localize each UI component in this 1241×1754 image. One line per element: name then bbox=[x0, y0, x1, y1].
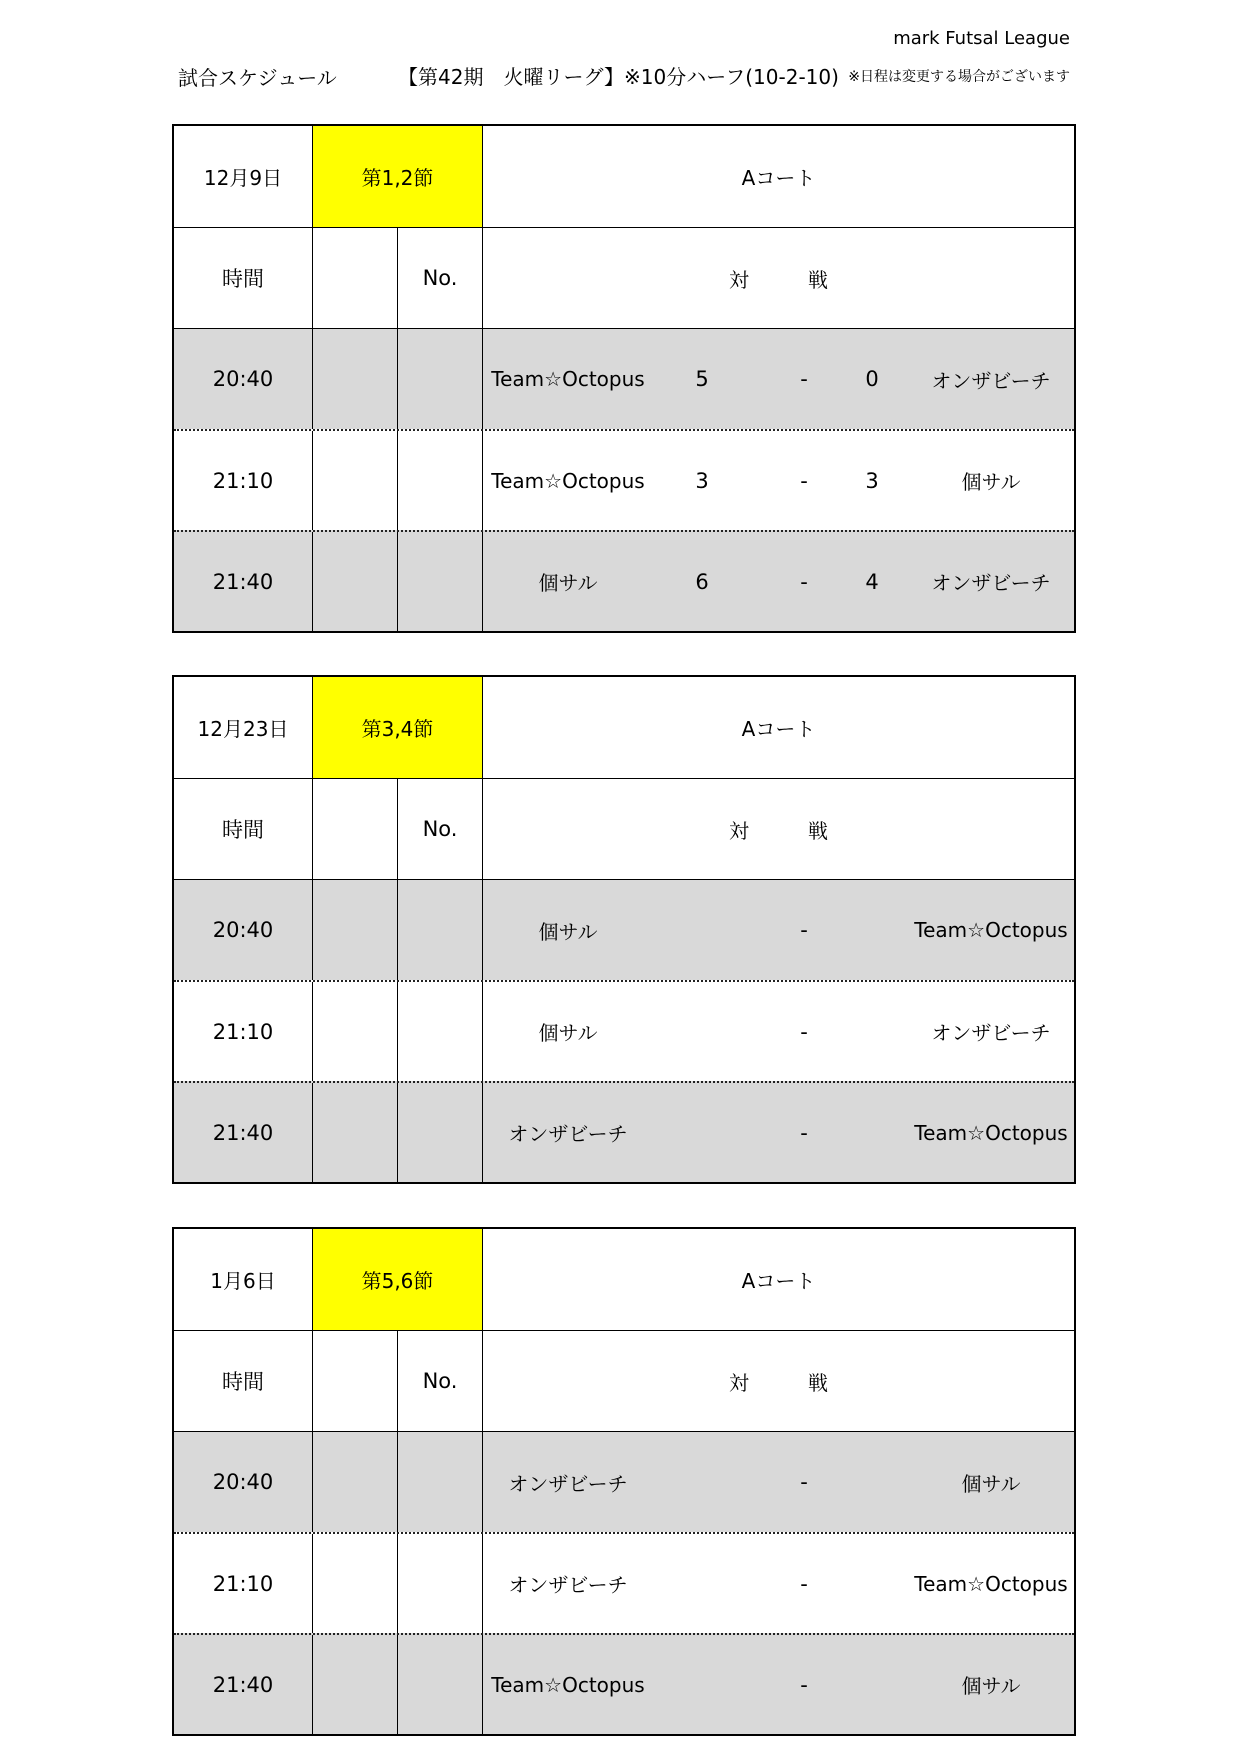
home-team: Team☆Octopus bbox=[491, 468, 645, 493]
blank-cell bbox=[313, 880, 398, 980]
match-time: 20:40 bbox=[174, 329, 313, 429]
match-time: 21:10 bbox=[174, 1534, 313, 1633]
column-header-row bbox=[174, 1330, 1074, 1431]
home-team: Team☆Octopus bbox=[491, 1672, 645, 1697]
match-number bbox=[398, 880, 483, 980]
schedule-notice: ※日程は変更する場合がございます bbox=[848, 69, 1070, 85]
away-team: 個サル bbox=[961, 1471, 1021, 1496]
block-header-row bbox=[174, 1229, 1074, 1330]
home-team: オンザビーチ bbox=[508, 1471, 628, 1496]
home-score bbox=[679, 982, 725, 1081]
home-score bbox=[679, 1635, 725, 1734]
home-score: 6 bbox=[695, 569, 709, 594]
score-dash: - bbox=[800, 1019, 808, 1044]
no-header: No. bbox=[398, 779, 483, 879]
match-date: 1月6日 bbox=[174, 1229, 313, 1330]
away-score bbox=[849, 880, 895, 980]
match-time: 20:40 bbox=[174, 880, 313, 980]
versus-char-1: 対 bbox=[729, 267, 749, 292]
versus-header bbox=[483, 1331, 1074, 1431]
blank-cell bbox=[313, 532, 398, 631]
match-row bbox=[174, 1081, 1074, 1182]
match-row bbox=[174, 1431, 1074, 1532]
match-time: 21:40 bbox=[174, 1635, 313, 1734]
match-row bbox=[174, 1633, 1074, 1734]
time-header: 時間 bbox=[174, 228, 313, 328]
court-label: Aコート bbox=[741, 1269, 816, 1293]
home-team: オンザビーチ bbox=[508, 1573, 628, 1597]
schedule-block bbox=[172, 124, 1076, 633]
match-row bbox=[174, 980, 1074, 1081]
match-number bbox=[398, 532, 483, 631]
match-number bbox=[398, 1083, 483, 1182]
section-label: 第5,6節 bbox=[313, 1229, 483, 1330]
brand-label: mark Futsal League bbox=[893, 28, 1070, 49]
sheet-title: 試合スケジュール bbox=[178, 66, 337, 90]
court-label: Aコート bbox=[741, 717, 816, 741]
away-team: 個サル bbox=[961, 1674, 1021, 1698]
home-team: オンザビーチ bbox=[508, 1122, 628, 1146]
block-header-row bbox=[174, 677, 1074, 778]
away-team: 個サル bbox=[961, 470, 1021, 494]
blank-header bbox=[313, 228, 398, 328]
match-row bbox=[174, 530, 1074, 631]
away-score: 3 bbox=[865, 468, 879, 493]
schedule-block bbox=[172, 675, 1076, 1184]
column-header-row bbox=[174, 778, 1074, 879]
league-title: 【第42期 火曜リーグ】※10分ハーフ(10-2-10) bbox=[398, 65, 839, 89]
match-number bbox=[398, 431, 483, 530]
court-label: Aコート bbox=[741, 166, 816, 190]
home-score bbox=[679, 880, 725, 980]
blank-cell bbox=[313, 1534, 398, 1633]
away-score bbox=[849, 1432, 895, 1532]
score-dash: - bbox=[800, 1120, 808, 1145]
score-dash: - bbox=[800, 468, 808, 493]
section-label: 第3,4節 bbox=[313, 677, 483, 778]
home-team: 個サル bbox=[538, 1021, 598, 1045]
match-time: 20:40 bbox=[174, 1432, 313, 1532]
blank-header bbox=[313, 779, 398, 879]
away-score: 0 bbox=[865, 367, 879, 391]
match-row bbox=[174, 879, 1074, 980]
schedule-block bbox=[172, 1227, 1076, 1736]
versus-char-2: 戦 bbox=[808, 267, 828, 292]
match-number bbox=[398, 1432, 483, 1532]
score-dash: - bbox=[800, 569, 808, 594]
versus-char-1: 対 bbox=[729, 818, 749, 843]
time-header: 時間 bbox=[174, 779, 313, 879]
away-score: 4 bbox=[865, 569, 879, 594]
away-team: Team☆Octopus bbox=[914, 1120, 1068, 1145]
match-number bbox=[398, 1534, 483, 1633]
match-date: 12月23日 bbox=[174, 677, 313, 778]
match-date: 12月9日 bbox=[174, 126, 313, 227]
match-number bbox=[398, 1635, 483, 1734]
match-time: 21:40 bbox=[174, 1083, 313, 1182]
blank-cell bbox=[313, 329, 398, 429]
score-dash: - bbox=[800, 918, 808, 942]
versus-char-2: 戦 bbox=[808, 1370, 828, 1395]
home-team: 個サル bbox=[538, 571, 598, 595]
home-score: 5 bbox=[695, 367, 709, 391]
blank-cell bbox=[313, 431, 398, 530]
match-time: 21:40 bbox=[174, 532, 313, 631]
score-dash: - bbox=[800, 367, 808, 391]
home-team: Team☆Octopus bbox=[491, 367, 645, 391]
score-dash: - bbox=[800, 1470, 808, 1494]
home-score bbox=[679, 1534, 725, 1633]
section-label: 第1,2節 bbox=[313, 126, 483, 227]
away-score bbox=[849, 1534, 895, 1633]
home-score bbox=[679, 1083, 725, 1182]
time-header: 時間 bbox=[174, 1331, 313, 1431]
match-time: 21:10 bbox=[174, 982, 313, 1081]
away-team: オンザビーチ bbox=[931, 368, 1051, 393]
blank-cell bbox=[313, 1432, 398, 1532]
no-header: No. bbox=[398, 1331, 483, 1431]
no-header: No. bbox=[398, 228, 483, 328]
blank-cell bbox=[313, 982, 398, 1081]
away-team: オンザビーチ bbox=[931, 1021, 1051, 1045]
blank-cell bbox=[313, 1083, 398, 1182]
away-team: Team☆Octopus bbox=[914, 918, 1068, 942]
blank-cell bbox=[313, 1635, 398, 1734]
home-score bbox=[679, 1432, 725, 1532]
away-score bbox=[849, 1083, 895, 1182]
away-score bbox=[849, 982, 895, 1081]
away-team: Team☆Octopus bbox=[914, 1571, 1068, 1596]
versus-header bbox=[483, 779, 1074, 879]
versus-char-1: 対 bbox=[729, 1370, 749, 1395]
versus-header bbox=[483, 228, 1074, 328]
versus-char-2: 戦 bbox=[808, 818, 828, 843]
block-header-row bbox=[174, 126, 1074, 227]
match-number bbox=[398, 982, 483, 1081]
match-time: 21:10 bbox=[174, 431, 313, 530]
score-dash: - bbox=[800, 1571, 808, 1596]
score-dash: - bbox=[800, 1672, 808, 1697]
home-team: 個サル bbox=[538, 919, 598, 944]
match-number bbox=[398, 329, 483, 429]
match-row bbox=[174, 429, 1074, 530]
match-row bbox=[174, 328, 1074, 429]
home-score: 3 bbox=[695, 468, 709, 493]
blank-header bbox=[313, 1331, 398, 1431]
column-header-row bbox=[174, 227, 1074, 328]
away-team: オンザビーチ bbox=[931, 571, 1051, 595]
match-row bbox=[174, 1532, 1074, 1633]
away-score bbox=[849, 1635, 895, 1734]
